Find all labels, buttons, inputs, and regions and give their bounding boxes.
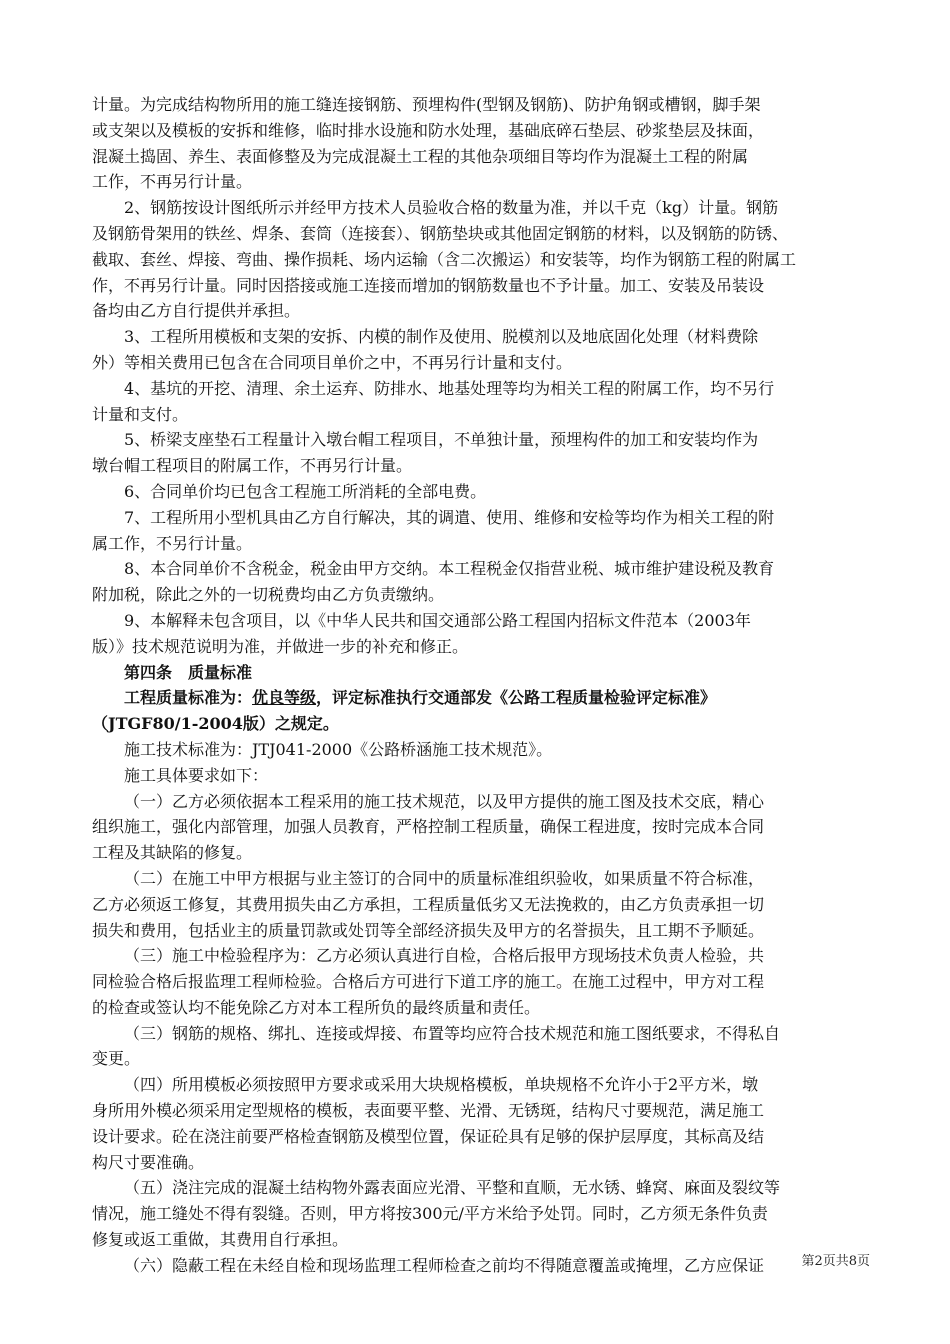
paragraph-line: 8、本合同单价不含税金，税金由甲方交纳。本工程税金仅指营业税、城市维护建设税及教育 (124, 559, 775, 579)
paragraph-line: 身所用外模必须采用定型规格的模板，表面要平整、光滑、无锈斑，结构尺寸要规范，满足施工 (92, 1101, 765, 1121)
paragraph-line: 工程及其缺陷的修复。 (92, 843, 253, 863)
paragraph-line: （五）浇注完成的混凝土结构物外露表面应光滑、平整和直顺，无水锈、蜂窝、麻面及裂纹等 (124, 1178, 781, 1198)
paragraph-line: 组织施工，强化内部管理，加强人员教育，严格控制工程质量，确保工程进度，按时完成本合同 (92, 817, 765, 837)
paragraph-line: 6、合同单价均已包含工程施工所消耗的全部电费。 (124, 481, 487, 501)
paragraph-line: 情况，施工缝处不得有裂缝。否则，甲方将按300元/平方米给予处罚。同时，乙方须无条件负责 (92, 1204, 768, 1224)
paragraph-line: 计量。为完成结构物所用的施工缝连接钢筋、预埋构件(型钢及钢筋)、防护角钢或槽钢，脚手架 (92, 95, 761, 114)
paragraph-line: 截取、套丝、焊接、弯曲、操作损耗、场内运输（含二次搬运）和安装等，均作为钢筋工程的附属工 (92, 249, 797, 269)
paragraph-line: 作，不再另行计量。同时因搭接或施工连接而增加的钢筋数量也不予计量。加工、安装及吊装设 (92, 275, 765, 295)
paragraph-line: （JTGF80/1-2004版）之规定。 (92, 714, 339, 734)
paragraph-line: 外）等相关费用已包含在合同项目单价之中，不再另行计量和支付。 (92, 352, 573, 372)
paragraph-line: 修复或返工重做，其费用自行承担。 (92, 1230, 349, 1250)
paragraph-line: 乙方必须返工修复，其费用损失由乙方承担，工程质量低劣又无法挽救的，由乙方负责承担一切 (92, 894, 765, 914)
quality-suffix: ，评定标准执行交通部发《公路工程质量检验评定标准》 (316, 688, 717, 708)
quality-standard-line (92, 685, 874, 711)
paragraph-line: （三）施工中检验程序为：乙方必须认真进行自检，合格后报甲方现场技术负责人检验，共 (124, 946, 765, 966)
paragraph-line: 或支架以及模板的安拆和维修，临时排水设施和防水处理，基础底碎石垫层、砂浆垫层及抹面， (92, 120, 765, 140)
paragraph-line: 施工技术标准为：JTJ041-2000《公路桥涵施工技术规范》。 (124, 739, 553, 759)
paragraph-line: 附加税，除此之外的一切税费均由乙方负责缴纳。 (92, 585, 445, 605)
paragraph-line: 3、工程所用模板和支架的安拆、内模的制作及使用、脱模剂以及地底固化处理（材料费除 (124, 327, 759, 347)
paragraph-line: 混凝土捣固、养生、表面修整及为完成混凝土工程的其他杂项细目等均作为混凝土工程的附属 (92, 146, 749, 166)
paragraph-line: 同检验合格后报监理工程师检验。合格后方可进行下道工序的施工。在施工过程中，甲方对工程 (92, 972, 765, 992)
paragraph-line: （四）所用模板必须按照甲方要求或采用大块规格模板，单块规格不允许小于2平方米，墩 (124, 1075, 759, 1095)
paragraph-line: 设计要求。砼在浇注前要严格检查钢筋及模型位置，保证砼具有足够的保护层厚度，其标高及结 (92, 1126, 765, 1146)
paragraph-line: 4、基坑的开挖、清理、余土运弃、防排水、地基处理等均为相关工程的附属工作，均不另行 (124, 378, 775, 398)
paragraph-line: （六）隐蔽工程在未经自检和现场监理工程师检查之前均不得随意覆盖或掩埋，乙方应保证 (124, 1255, 765, 1275)
paragraph-line: 构尺寸要准确。 (92, 1152, 205, 1172)
paragraph-line: 计量和支付。 (92, 404, 189, 424)
paragraph-line: 墩台帽工程项目的附属工作，不再另行计量。 (92, 456, 413, 476)
paragraph-line: 变更。 (92, 1049, 141, 1069)
paragraph-line: 施工具体要求如下： (124, 765, 269, 785)
document-body (92, 92, 874, 1279)
quality-prefix: 工程质量标准为： (124, 688, 253, 708)
paragraph-line: （二）在施工中甲方根据与业主签订的合同中的质量标准组织验收，如果质量不符合标准， (124, 868, 765, 888)
paragraph-line: 的检查或签认均不能免除乙方对本工程所负的最终质量和责任。 (92, 997, 541, 1017)
paragraph-line: （三）钢筋的规格、绑扎、连接或焊接、布置等均应符合技术规范和施工图纸要求，不得私自 (124, 1023, 781, 1043)
quality-grade: 优良等级 (252, 688, 317, 708)
paragraph-line: 5、桥梁支座垫石工程量计入墩台帽工程项目，不单独计量，预埋构件的加工和安装均作为 (124, 430, 759, 450)
paragraph-line: 版）》技术规范说明为准，并做进一步的补充和修正。 (92, 636, 469, 656)
paragraph-line: 及钢筋骨架用的铁丝、焊条、套筒（连接套）、钢筋垫块或其他固定钢筋的材料，以及钢筋的防锈、 (92, 223, 789, 243)
paragraph-line: 7、工程所用小型机具由乙方自行解决，其的调遣、使用、维修和安检等均作为相关工程的附 (124, 507, 775, 527)
paragraph-line: 2、钢筋按设计图纸所示并经甲方技术人员验收合格的数量为准，并以千克（kg）计量。钢筋 (124, 198, 779, 218)
paragraph-line: （一）乙方必须依据本工程采用的施工技术规范，以及甲方提供的施工图及技术交底，精心 (124, 791, 765, 811)
paragraph-line: 损失和费用，包括业主的质量罚款或处罚等全部经济损失及甲方的名誉损失，且工期不予顺延。 (92, 920, 765, 940)
page-number: 第2页共8页 (801, 1254, 870, 1269)
paragraph-line: 工作，不再另行计量。 (92, 172, 253, 192)
paragraph-line: 属工作，不另行计量。 (92, 533, 253, 553)
section-heading: 第四条 质量标准 (124, 662, 253, 682)
paragraph-line: 9、本解释未包含项目，以《中华人民共和国交通部公路工程国内招标文件范本（2003年 (124, 610, 751, 630)
paragraph-line: 备均由乙方自行提供并承担。 (92, 301, 301, 321)
